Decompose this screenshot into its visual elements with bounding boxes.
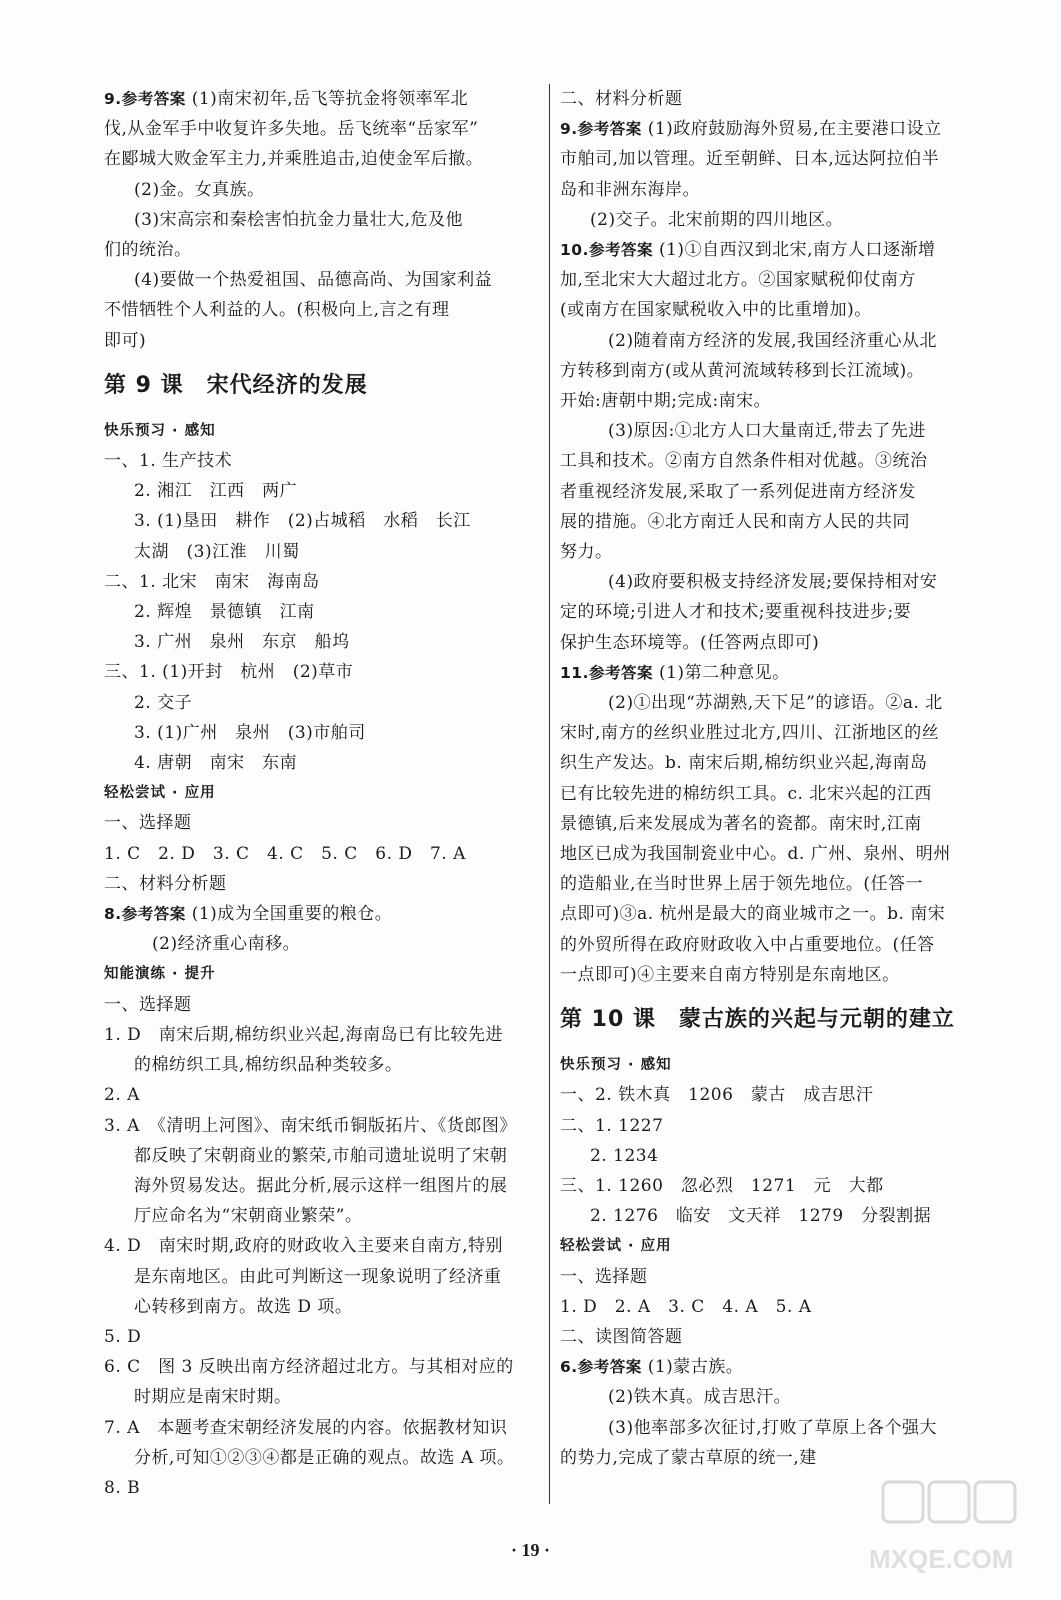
answer-label: 参考答案 <box>577 1358 642 1377</box>
text-line: 伐,从金军手中收复许多失地。岳飞统率“岳家军” <box>104 119 479 140</box>
answer-label: 参考答案 <box>121 90 186 108</box>
text-line: 宋时,南方的丝织业胜过北方,四川、江浙地区的丝 <box>560 723 940 744</box>
text-line: 二、读图简答题 <box>560 1326 683 1347</box>
left-column <box>104 84 536 1503</box>
answer-text: (1)政府鼓励海外贸易,在主要港口设立 <box>647 119 942 140</box>
question-number: 11. <box>560 663 589 682</box>
text-line: 1. D 2. A 3. C 4. A 5. A <box>560 1296 812 1317</box>
section-heading: 轻松尝试 · 应用 <box>560 1238 672 1255</box>
text-line: 一点即可)④主要来自南方特别是东南地区。 <box>560 964 900 985</box>
text-line: 即可) <box>104 330 147 351</box>
answer-line <box>560 1352 1006 1382</box>
text-line: 开始:唐朝中期;完成:南宋。 <box>560 391 772 412</box>
text-line: 景德镇,后来发展成为著名的瓷都。南宋时,江南 <box>560 813 922 834</box>
text-line: 的外贸所得在政府财政收入中占重要地位。(任答 <box>560 934 935 955</box>
text-line: (4)要做一个热爱祖国、品德高尚、为国家利益 <box>134 270 493 291</box>
text-line: (3)宋高宗和秦桧害怕抗金力量壮大,危及他 <box>134 209 463 230</box>
text-line: 2. 湘江 江西 两广 <box>134 481 298 502</box>
text-line: 一、选择题 <box>560 1266 648 1287</box>
text-line: 8. B <box>104 1477 141 1498</box>
section-heading: 快乐预习 · 感知 <box>104 422 216 439</box>
text-line: 6. C 图 3 反映出南方经济超过北方。与其相对应的 <box>104 1357 514 1378</box>
text-line: 织生产发达。b. 南宋后期,棉纺织业兴起,海南岛 <box>560 753 928 774</box>
text-line: 心转移到南方。故选 D 项。 <box>134 1296 353 1317</box>
answer-label: 参考答案 <box>588 241 653 260</box>
text-line: 2. A <box>104 1085 140 1106</box>
text-line: 3. A 《清明上河图》、南宋纸币铜版拓片、《货郎图》 <box>104 1115 517 1136</box>
lesson-title: 第 10 课 蒙古族的兴起与元朝的建立 <box>560 1007 955 1033</box>
question-number: 9. <box>560 120 578 139</box>
text-line: 2. 交子 <box>134 692 193 713</box>
text-line: 二、1. 北宋 南宋 海南岛 <box>104 571 320 592</box>
question-number: 8. <box>104 905 122 924</box>
text-line: 3. 广州 泉州 东京 船坞 <box>134 632 350 653</box>
question-number: 6. <box>560 1358 578 1377</box>
text-line: 的造船业,在当时世界上居于领先地位。(任答一 <box>560 874 924 895</box>
text-line: (4)政府要积极支持经济发展;要保持相对安 <box>608 572 938 593</box>
watermark-text: MXQE.COM <box>869 1544 1014 1574</box>
answer-label: 参考答案 <box>577 120 642 139</box>
answer-line <box>560 114 1006 144</box>
column-divider <box>549 84 550 1504</box>
text-line: 二、1. 1227 <box>560 1115 664 1136</box>
text-line: 5. D <box>104 1326 142 1347</box>
text-line: 厅应命名为“宋朝商业繁荣”。 <box>134 1206 363 1227</box>
text-line: 二、材料分析题 <box>560 89 683 109</box>
text-line: 一、2. 铁木真 1206 蒙古 成吉思汗 <box>560 1085 874 1106</box>
text-line: 努力。 <box>560 542 613 563</box>
text-line: 2. 1276 临安 文天祥 1279 分裂割据 <box>590 1206 932 1227</box>
text-line: 们的统治。 <box>104 240 192 261</box>
answer-text: (1)成为全国重要的粮仓。 <box>191 904 393 925</box>
text-line: 1. C 2. D 3. C 4. C 5. C 6. D 7. A <box>104 843 466 864</box>
answer-line <box>104 899 536 929</box>
text-line: 7. A 本题考查宋朝经济发展的内容。依据教材知识 <box>104 1417 508 1438</box>
text-line: 工具和技术。②南方自然条件相对优越。③统治 <box>560 451 928 472</box>
lesson-title: 第 9 课 宋代经济的发展 <box>104 372 368 398</box>
answer-text: (1)南宋初年,岳飞等抗金将领率军北 <box>191 89 469 109</box>
text-line: 4. 唐朝 南宋 东南 <box>134 753 298 774</box>
answer-line <box>560 658 1006 688</box>
text-line: 都反映了宋朝商业的繁荣,市舶司遗址说明了宋朝 <box>134 1145 508 1166</box>
text-line: 加,至北宋大大超过北方。②国家赋税仰仗南方 <box>560 270 916 291</box>
text-line: 2. 辉煌 景德镇 江南 <box>134 602 315 623</box>
text-line: 2. 1234 <box>590 1145 659 1166</box>
text-line: 的棉纺织工具,棉纺织品种类较多。 <box>134 1055 403 1076</box>
answer-label: 参考答案 <box>121 905 186 924</box>
text-line: 已有比较先进的棉纺织工具。c. 北宋兴起的江西 <box>560 783 932 804</box>
text-line: 三、1. (1)开封 杭州 (2)草市 <box>104 662 354 683</box>
answer-line <box>560 235 1006 265</box>
text-line: (2)铁木真。成吉思汗。 <box>608 1387 792 1408</box>
text-line: 展的措施。④北方南迁人民和南方人民的共同 <box>560 511 910 532</box>
text-line: 的势力,完成了蒙古草原的统一,建 <box>560 1447 817 1468</box>
text-line: (2)①出现“苏湖熟,天下足”的谚语。②a. 北 <box>608 693 943 714</box>
text-line: 保护生态环境等。(任答两点即可) <box>560 632 820 653</box>
answer-text: (1)①自西汉到北宋,南方人口逐渐增 <box>658 240 936 261</box>
text-line: (3)他率部多次征讨,打败了草原上各个强大 <box>608 1417 937 1438</box>
section-heading: 轻松尝试 · 应用 <box>104 785 216 802</box>
question-number: 10. <box>560 241 589 260</box>
answer-line <box>104 84 536 114</box>
text-line: 一、选择题 <box>104 813 192 834</box>
text-line: 在郾城大败金军主力,并乘胜追击,迫使金军后撤。 <box>104 149 484 170</box>
text-line: (2)经济重心南移。 <box>152 934 301 955</box>
text-line: 不惜牺牲个人利益的人。(积极向上,言之有理 <box>104 300 450 321</box>
question-number: 9. <box>104 90 122 108</box>
text-line: 市舶司,加以管理。近至朝鲜、日本,远达阿拉伯半 <box>560 149 940 170</box>
text-line: 分析,可知①②③④都是正确的观点。故选 A 项。 <box>134 1447 515 1468</box>
text-line: 三、1. 1260 忽必烈 1271 元 大都 <box>560 1175 884 1196</box>
text-line: (2)金。女真族。 <box>134 179 265 200</box>
text-line: 二、材料分析题 <box>104 873 227 894</box>
text-line: 地区已成为我国制瓷业中心。d. 广州、泉州、明州 <box>560 844 951 865</box>
text-line: 一、1. 生产技术 <box>104 451 233 472</box>
text-line: 是东南地区。由此可判断这一现象说明了经济重 <box>134 1266 502 1287</box>
answer-text: (1)第二种意见。 <box>658 662 790 683</box>
text-line: 1. D 南宋后期,棉纺织业兴起,海南岛已有比较先进 <box>104 1024 504 1045</box>
watermark-logo <box>863 1478 1033 1578</box>
text-line: (2)随着南方经济的发展,我国经济重心从北 <box>608 330 937 351</box>
text-line: 时期应是南宋时期。 <box>134 1387 292 1408</box>
right-column <box>560 84 1006 1473</box>
answer-text: (1)蒙古族。 <box>647 1357 744 1378</box>
text-line: (2)交子。北宋前期的四川地区。 <box>590 209 844 230</box>
text-line: 者重视经济发展,采取了一系列促进南方经济发 <box>560 481 916 502</box>
text-line: 方转移到南方(或从黄河流域转移到长江流域)。 <box>560 360 925 381</box>
text-line: 3. (1)垦田 耕作 (2)占城稻 水稻 长江 <box>134 511 471 532</box>
answer-label: 参考答案 <box>588 663 653 682</box>
section-heading: 知能演练 · 提升 <box>104 966 216 983</box>
text-line: 3. (1)广州 泉州 (3)市舶司 <box>134 722 366 743</box>
section-heading: 快乐预习 · 感知 <box>560 1057 672 1074</box>
text-line: 一、选择题 <box>104 994 192 1015</box>
text-line: 岛和非洲东海岸。 <box>560 179 700 200</box>
text-line: 定的环境;引进人才和技术;要重视科技进步;要 <box>560 602 912 623</box>
page-number: · 19 · <box>510 1540 550 1560</box>
text-line: 海外贸易发达。据此分析,展示这样一组图片的展 <box>134 1175 508 1196</box>
text-line: 太湖 (3)江淮 川蜀 <box>134 541 300 562</box>
text-line: 4. D 南宋时期,政府的财政收入主要来自南方,特别 <box>104 1236 504 1257</box>
text-line: 点即可)③a. 杭州是最大的商业城市之一。b. 南宋 <box>560 904 946 925</box>
text-line: (或南方在国家赋税收入中的比重增加)。 <box>560 300 872 321</box>
text-line: (3)原因:①北方人口大量南迁,带去了先进 <box>608 421 926 442</box>
